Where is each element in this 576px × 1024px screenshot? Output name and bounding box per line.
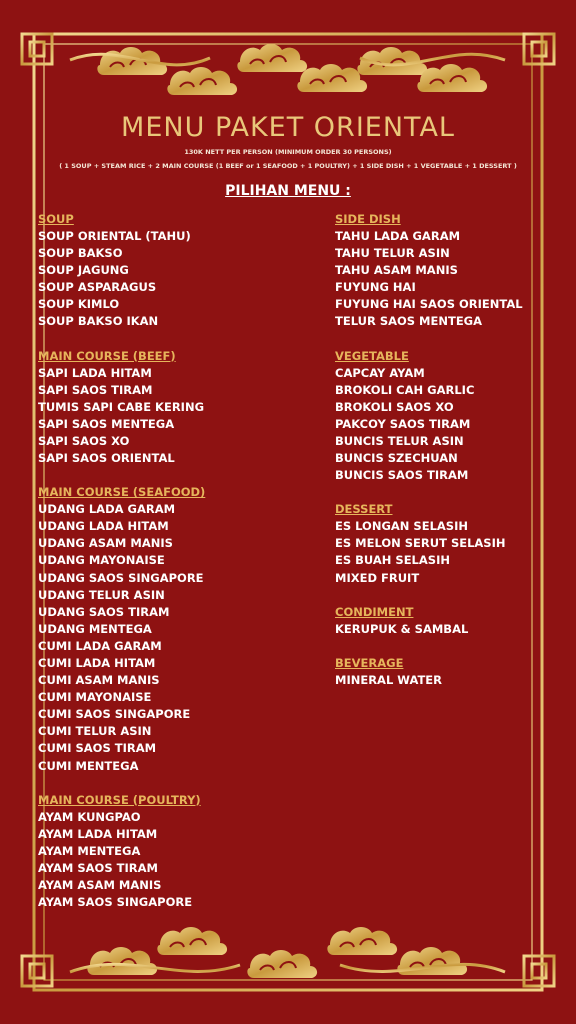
section-heading: MAIN COURSE (BEEF) [38,348,176,363]
menu-item: BROKOLI CAH GARLIC [335,382,475,397]
menu-item: AYAM KUNGPAO [38,809,141,824]
menu-item: CUMI LADA HITAM [38,655,156,670]
menu-item: SOUP ASPARAGUS [38,280,157,295]
menu-item: SOUP KIMLO [38,297,120,312]
menu-item: AYAM ASAM MANIS [38,878,162,892]
menu-item: SAPI SAOS MENTEGA [38,416,175,431]
section-heading: BEVERAGE [335,655,404,670]
menu-item: PAKCOY SAOS TIRAM [335,416,471,431]
menu-item: SAPI SAOS XO [38,433,130,448]
menu-item: MINERAL WATER [335,672,443,687]
menu-item: SOUP BAKSO [38,246,123,261]
menu-item: UDANG LADA GARAM [38,502,176,517]
menu-item: TAHU ASAM MANIS [335,263,458,278]
menu-section [335,211,523,331]
section-heading: SOUP [38,212,74,226]
package-line: ( 1 SOUP + STEAM RICE + 2 MAIN COURSE (1 BEEF or 1 SEAFOOD + 1 POULTRY) + 1 SIDE DISH + 1 VEGETABLE + 1 DESSERT ) [59,162,517,170]
section-heading: CONDIMENT [335,604,414,619]
menu-section [335,604,523,638]
menu-item: UDANG SAOS SINGAPORE [38,570,204,585]
menu-item: CUMI MENTEGA [38,758,139,773]
section-heading: MAIN COURSE (SEAFOOD) [38,485,206,500]
menu-item: FUYUNG HAI SAOS ORIENTAL [335,297,523,312]
menu-item: FUYUNG HAI [335,280,416,295]
menu-item: AYAM MENTEGA [38,843,141,858]
menu-title: MENU PAKET ORIENTAL [121,112,455,143]
menu-item: TAHU TELUR ASIN [335,246,450,261]
menu-item: TAHU LADA GARAM [335,229,461,243]
menu-item: UDANG LADA HITAM [38,519,169,534]
menu-item: UDANG ASAM MANIS [38,536,173,551]
menu-item: ES LONGAN SELASIH [335,519,468,534]
menu-item: MIXED FRUIT [335,570,420,585]
menu-item: SOUP JAGUNG [38,263,129,278]
menu-item: BUNCIS TELUR ASIN [335,433,464,448]
menu-item: SOUP BAKSO IKAN [38,314,159,329]
menu-item: BUNCIS SZECHUAN [335,451,458,466]
menu-item: UDANG MAYONAISE [38,553,165,568]
menu-item: SAPI LADA HITAM [38,365,152,380]
menu-item: CUMI MAYONAISE [38,690,152,705]
menu-item: AYAM SAOS SINGAPORE [38,895,193,910]
menu-item: CUMI SAOS TIRAM [38,741,157,756]
menu-item: SAPI SAOS TIRAM [38,382,153,397]
menu-item: CUMI LADA GARAM [38,638,162,653]
menu-item: TELUR SAOS MENTEGA [335,314,483,329]
menu-section [335,655,523,689]
section-heading: SIDE DISH [335,212,401,226]
menu-section [38,484,205,775]
menu-item: BROKOLI SAOS XO [335,399,454,414]
menu-section [38,211,205,331]
right-menu-column [335,211,523,706]
menu-item: SAPI SAOS ORIENTAL [38,451,175,466]
menu-item: ES BUAH SELASIH [335,553,450,568]
menu-section [38,348,205,468]
menu-item: TUMIS SAPI CABE KERING [38,399,205,414]
price-line: 130K NETT PER PERSON (MINIMUM ORDER 30 PERSONS) [184,148,392,156]
menu-section [335,348,523,485]
menu-item: UDANG SAOS TIRAM [38,604,170,619]
menu-item: SOUP ORIENTAL (TAHU) [38,229,191,243]
section-heading: VEGETABLE [335,348,409,363]
menu-item: UDANG TELUR ASIN [38,587,165,602]
menu-item: AYAM SAOS TIRAM [38,860,158,875]
menu-section [335,501,523,586]
menu-section [38,792,205,912]
pilihan-menu-heading: PILIHAN MENU : [225,183,351,199]
menu-item: UDANG MENTEGA [38,621,152,636]
left-menu-column [38,211,205,928]
menu-item: ES MELON SERUT SELASIH [335,536,506,551]
menu-item: CUMI TELUR ASIN [38,724,152,739]
menu-item: CAPCAY AYAM [335,365,425,380]
menu-item: CUMI SAOS SINGAPORE [38,707,191,722]
menu-item: CUMI ASAM MANIS [38,673,160,688]
section-heading: DESSERT [335,502,393,517]
menu-item: KERUPUK & SAMBAL [335,621,469,636]
section-heading: MAIN COURSE (POULTRY) [38,792,201,807]
menu-item: AYAM LADA HITAM [38,826,158,841]
menu-item: BUNCIS SAOS TIRAM [335,468,469,483]
